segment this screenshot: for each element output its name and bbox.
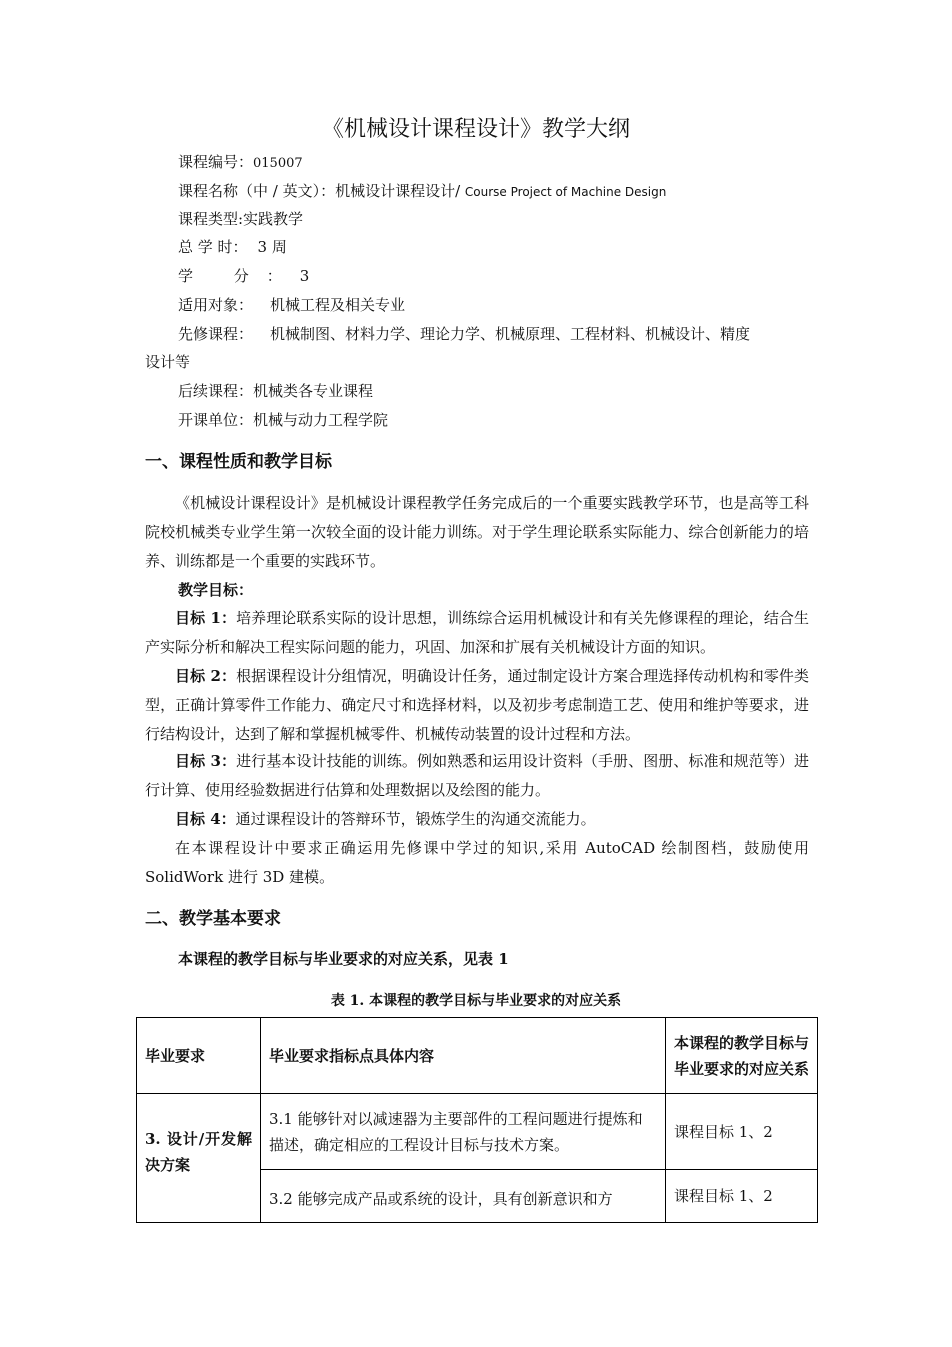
mapping-table [136, 1017, 818, 1223]
course-code-label: 课程编号： [178, 153, 254, 171]
goal-2-label: 目标 2： [175, 667, 237, 685]
goal-1-label: 目标 1： [175, 609, 237, 627]
course-type: 课程类型:实践教学 [178, 210, 304, 228]
department: 开课单位：机械与动力工程学院 [178, 411, 389, 429]
goal-2 [145, 662, 809, 749]
mapping-cell: 课程目标 1、2 [666, 1170, 818, 1223]
course-name [178, 177, 666, 206]
course-code-value: 015007 [253, 156, 303, 171]
total-hours-value: 3 周 [257, 238, 287, 256]
header-graduation-req: 毕业要求 [137, 1018, 261, 1094]
total-hours [178, 233, 287, 261]
credits [178, 262, 309, 290]
goal-4-label: 目标 4： [175, 810, 236, 828]
credits-label: 学 分： [178, 267, 300, 285]
credits-value: 3 [299, 267, 310, 285]
indicator-cell: 3.1 能够针对以减速器为主要部件的工程问题进行提炼和描述，确定相应的工程设计目标与技术方案。 [261, 1094, 666, 1170]
course-name-en: Course Project of Machine Design [464, 185, 667, 199]
table-row [137, 1094, 818, 1170]
graduation-req-cell: 3. 设计/开发解决方案 [137, 1094, 261, 1223]
section-2-heading: 二、教学基本要求 [145, 909, 281, 929]
table-header-row [137, 1018, 818, 1094]
section-1-heading: 一、课程性质和教学目标 [145, 452, 332, 472]
indicator-cell: 3.2 能够完成产品或系统的设计，具有创新意识和方 [261, 1170, 666, 1223]
prerequisites-cont: 设计等 [145, 353, 191, 371]
audience-label: 适用对象： [178, 296, 254, 314]
section-1-closing: 在本课程设计中要求正确运用先修课中学过的知识,采用 AutoCAD 绘制图档，鼓励使用 SolidWork 进行 3D 建模。 [145, 839, 809, 886]
total-hours-label: 总 学 时： [178, 238, 248, 256]
target-audience [178, 291, 405, 319]
followup-courses: 后续课程：机械类各专业课程 [178, 382, 374, 400]
document-title: 《机械设计课程设计》教学大纲 [321, 117, 630, 142]
table-caption: 表 1. 本课程的教学目标与毕业要求的对应关系 [330, 993, 622, 1009]
goal-4-text: 通过课程设计的答辩环节，锻炼学生的沟通交流能力。 [235, 810, 596, 828]
prereq-value: 机械制图、材料力学、理论力学、机械原理、工程材料、机械设计、精度 [270, 325, 751, 343]
course-name-label: 课程名称（中 / 英文）：机械设计课程设计/ [178, 182, 465, 200]
goals-label: 教学目标： [178, 581, 254, 599]
course-code [178, 148, 303, 178]
goal-3-label: 目标 3： [175, 752, 237, 770]
section-2-subheading: 本课程的教学目标与毕业要求的对应关系，见表 1 [178, 950, 509, 968]
goal-1-text: 培养理论联系实际的设计思想，训练综合运用机械设计和有关先修课程的理论，结合生产实际分析和解决工程实际问题的能力，巩固、加深和扩展有关机械设计方面的知识。 [145, 609, 809, 656]
goal-2-text: 根据课程设计分组情况，明确设计任务，通过制定设计方案合理选择传动机构和零件类型，正确计算零件工作能力、确定尺寸和选择材料，以及初步考虑制造工艺、使用和维护等要求，进行结构设计，达到了解和掌握机械零件、机械传动装置的设计过程和方法。 [145, 667, 809, 743]
goal-1 [145, 604, 809, 662]
goal-3-text: 进行基本设计技能的训练。例如熟悉和运用设计资料（手册、图册、标准和规范等）进行计算、使用经验数据进行估算和处理数据以及绘图的能力。 [145, 752, 809, 799]
prereq-label: 先修课程： [178, 325, 254, 343]
header-indicator-content: 毕业要求指标点具体内容 [261, 1018, 666, 1094]
section-1-intro: 《机械设计课程设计》是机械设计课程教学任务完成后的一个重要实践教学环节，也是高等工科院校机械类专业学生第一次较全面的设计能力训练。对于学生理论联系实际能力、综合创新能力的培养、训练都是一个重要的实践环节。 [145, 494, 809, 570]
audience-value: 机械工程及相关专业 [270, 296, 406, 314]
prerequisites [178, 320, 750, 348]
header-mapping: 本课程的教学目标与毕业要求的对应关系 [666, 1018, 818, 1094]
goal-4 [145, 805, 809, 834]
mapping-cell: 课程目标 1、2 [666, 1094, 818, 1170]
goal-3 [145, 747, 809, 805]
